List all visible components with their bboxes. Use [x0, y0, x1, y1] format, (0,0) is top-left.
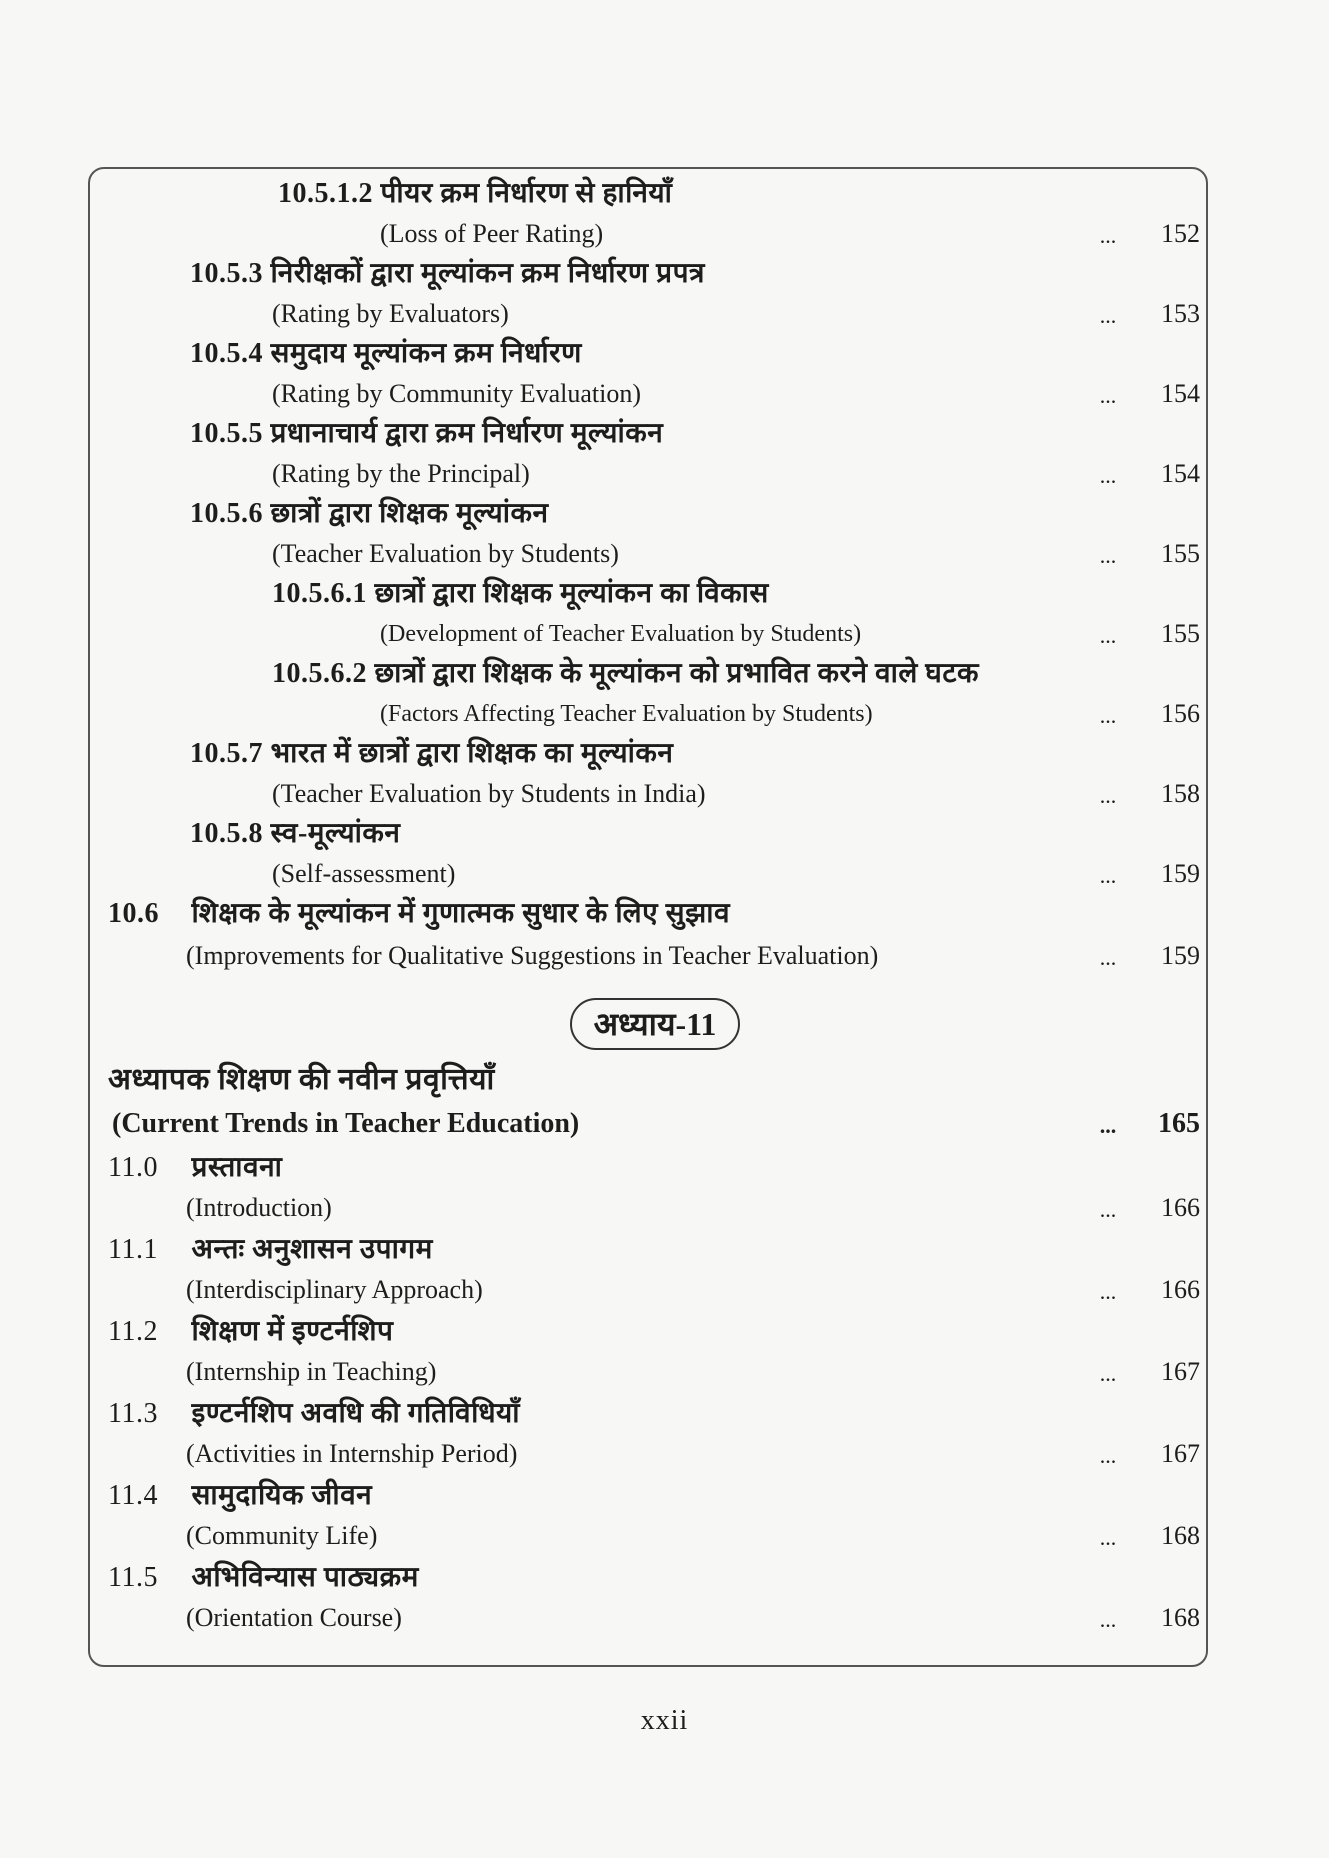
page-number: 154 [1161, 379, 1200, 408]
toc-entry-heading [108, 1152, 282, 1184]
entry-title-english: (Loss of Peer Rating) [380, 219, 604, 248]
dot-leader: ... [1099, 223, 1117, 248]
toc-entry-heading [108, 898, 730, 930]
toc-entry-heading [272, 578, 769, 610]
dot-leader: ... [1099, 1443, 1117, 1468]
dot-leader: ... [1099, 1361, 1117, 1386]
entry-number: 10.5.3 [190, 258, 263, 289]
toc-entry-heading [108, 1562, 419, 1594]
toc-entry-heading [190, 818, 400, 850]
entry-number: 11.4 [108, 1480, 158, 1511]
entry-number: 10.5.6.2 [272, 658, 367, 689]
entry-number: 11.3 [108, 1398, 158, 1429]
toc-entry-heading [108, 1398, 520, 1430]
dot-leader: ... [1099, 463, 1117, 488]
entry-title-hindi: सामुदायिक जीवन [191, 1480, 373, 1511]
entry-title-english: (Introduction) [186, 1193, 332, 1222]
entry-title-hindi: स्व-मूल्यांकन [270, 818, 401, 849]
page-number: 153 [1161, 299, 1200, 328]
entry-title-hindi: पीयर क्रम निर्धारण से हानियाँ [380, 178, 673, 209]
page-number: 156 [1161, 699, 1200, 728]
chapter-title-english: (Current Trends in Teacher Education) [112, 1108, 580, 1139]
page-number: 158 [1161, 779, 1200, 808]
dot-leader: ... [1099, 623, 1117, 648]
entry-title-hindi: निरीक्षकों द्वारा मूल्यांकन क्रम निर्धारण प्रपत्र [270, 258, 705, 289]
chapter-badge: अध्याय-11 [570, 998, 740, 1050]
entry-number: 10.5.4 [190, 338, 263, 369]
page-number: 154 [1161, 459, 1200, 488]
dot-leader: ... [1099, 383, 1117, 408]
entry-number: 10.5.6.1 [272, 578, 367, 609]
entry-title-english: (Rating by Evaluators) [272, 299, 509, 328]
toc-entry-heading [190, 498, 549, 530]
entry-title-hindi: छात्रों द्वारा शिक्षक मूल्यांकन का विकास [374, 578, 769, 609]
entry-number: 11.1 [108, 1234, 158, 1265]
entry-title-english: (Orientation Course) [186, 1603, 402, 1632]
entry-title-hindi: छात्रों द्वारा शिक्षक के मूल्यांकन को प्रभावित करने वाले घटक [374, 658, 979, 689]
entry-number: 10.5.8 [190, 818, 263, 849]
page-number: 167 [1161, 1357, 1200, 1386]
dot-leader: ... [1099, 303, 1117, 328]
dot-leader: ... [1099, 1279, 1117, 1304]
entry-title-hindi: भारत में छात्रों द्वारा शिक्षक का मूल्यांकन [270, 738, 674, 769]
entry-title-hindi: शिक्षण में इण्टर्नशिप [191, 1316, 394, 1347]
entry-title-hindi: अभिविन्यास पाठ्यक्रम [191, 1562, 419, 1593]
dot-leader: ... [1099, 945, 1117, 970]
toc-entry-heading [190, 338, 582, 370]
dot-leader: ... [1099, 863, 1117, 888]
entry-number: 11.2 [108, 1316, 158, 1347]
entry-title-hindi: इण्टर्नशिप अवधि की गतिविधियाँ [191, 1398, 521, 1429]
chapter-page-number: 165 [1158, 1108, 1200, 1139]
entry-number: 10.5.6 [190, 498, 263, 529]
entry-title-english: (Internship in Teaching) [186, 1357, 437, 1386]
entry-number: 10.6 [108, 898, 159, 929]
dot-leader: ... [1099, 783, 1117, 808]
entry-title-english: (Improvements for Qualitative Suggestions in Teacher Evaluation) [186, 941, 879, 970]
page-number: 159 [1161, 941, 1200, 970]
dot-leader: ... [1099, 1113, 1117, 1138]
entry-number: 10.5.1.2 [278, 178, 373, 209]
page-number: 152 [1161, 219, 1200, 248]
toc-entry-heading [190, 738, 673, 770]
toc-entry-heading [108, 1480, 372, 1512]
entry-title-english: (Development of Teacher Evaluation by Students) [380, 621, 862, 647]
page-number: 167 [1161, 1439, 1200, 1468]
toc-entry-heading [272, 658, 979, 690]
page-number: 155 [1161, 619, 1200, 648]
chapter-title-hindi: अध्यापक शिक्षण की नवीन प्रवृत्तियाँ [108, 1063, 495, 1096]
dot-leader: ... [1099, 1607, 1117, 1632]
entry-title-english: (Self-assessment) [272, 859, 456, 888]
dot-leader: ... [1099, 1525, 1117, 1550]
page-number: 159 [1161, 859, 1200, 888]
toc-entry-heading [278, 178, 672, 210]
entry-title-english: (Teacher Evaluation by Students) [272, 539, 619, 568]
page-number: 166 [1161, 1193, 1200, 1222]
entry-number: 11.5 [108, 1562, 158, 1593]
toc-entry-heading [108, 1234, 433, 1266]
page-number: 166 [1161, 1275, 1200, 1304]
entry-title-hindi: प्रस्तावना [191, 1152, 283, 1183]
toc-entry-heading [108, 1316, 393, 1348]
toc-entry-heading [190, 258, 705, 290]
dot-leader: ... [1099, 1197, 1117, 1222]
entry-title-hindi: शिक्षक के मूल्यांकन में गुणात्मक सुधार के लिए सुझाव [191, 898, 731, 929]
entry-title-hindi: समुदाय मूल्यांकन क्रम निर्धारण [270, 338, 582, 369]
entry-title-english: (Teacher Evaluation by Students in India) [272, 779, 706, 808]
entry-number: 10.5.7 [190, 738, 263, 769]
entry-title-english: (Activities in Internship Period) [186, 1439, 518, 1468]
entry-title-english: (Rating by the Principal) [272, 459, 530, 488]
entry-title-english: (Factors Affecting Teacher Evaluation by Students) [380, 701, 873, 727]
entry-number: 10.5.5 [190, 418, 263, 449]
page-number: 168 [1161, 1521, 1200, 1550]
page-number: 168 [1161, 1603, 1200, 1632]
toc-entry-heading [190, 418, 663, 450]
entry-title-english: (Interdisciplinary Approach) [186, 1275, 483, 1304]
entry-title-hindi: प्रधानाचार्य द्वारा क्रम निर्धारण मूल्यांकन [270, 418, 664, 449]
page-number: 155 [1161, 539, 1200, 568]
entry-title-hindi: छात्रों द्वारा शिक्षक मूल्यांकन [270, 498, 549, 529]
entry-title-english: (Rating by Community Evaluation) [272, 379, 642, 408]
dot-leader: ... [1099, 703, 1117, 728]
dot-leader: ... [1099, 543, 1117, 568]
entry-number: 11.0 [108, 1152, 158, 1183]
entry-title-english: (Community Life) [186, 1521, 378, 1550]
page-folio: xxii [640, 1705, 689, 1736]
entry-title-hindi: अन्तः अनुशासन उपागम [191, 1234, 433, 1265]
